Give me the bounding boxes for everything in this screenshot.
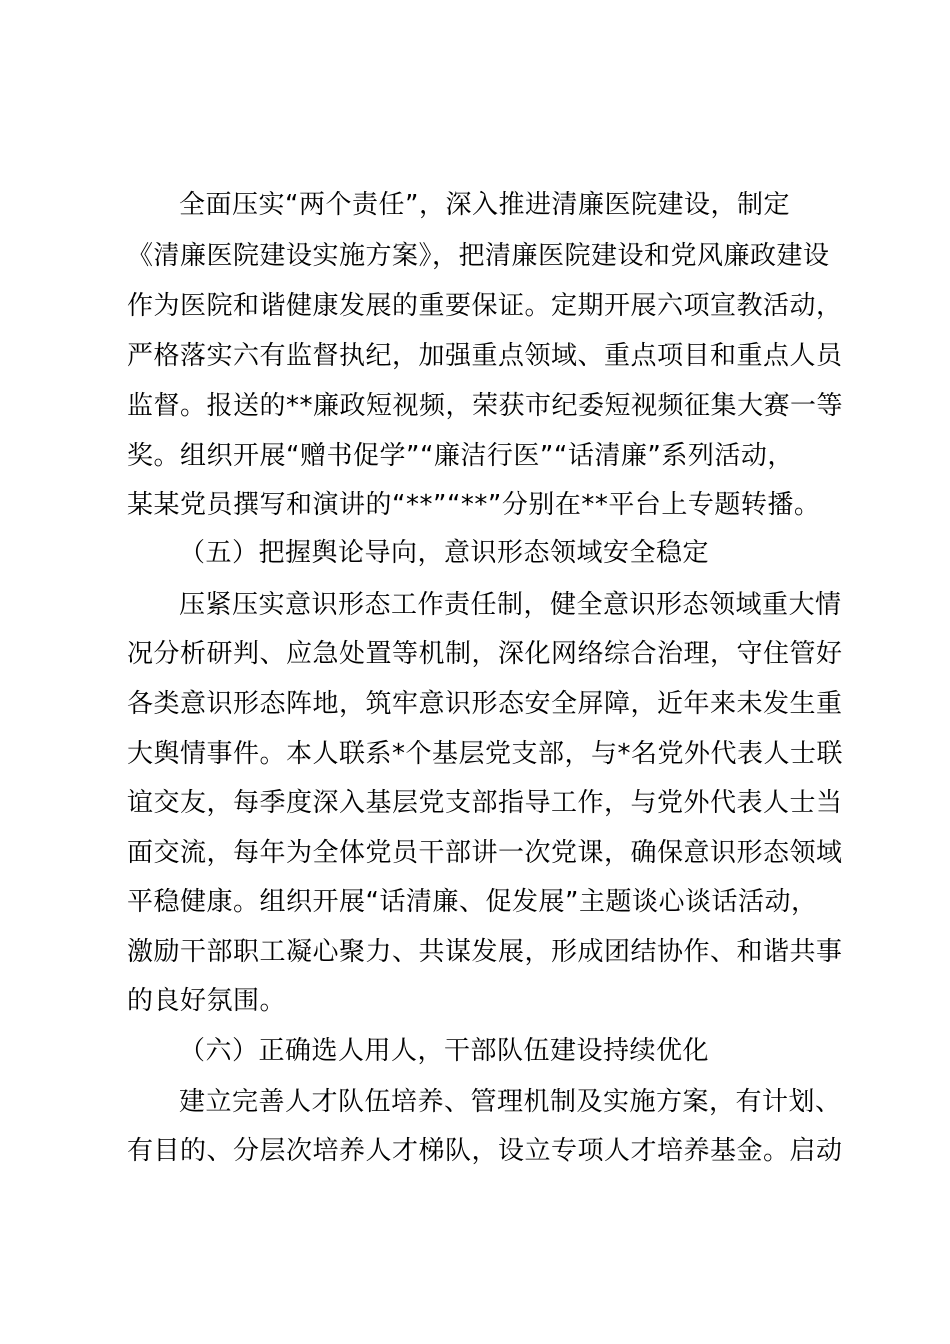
paragraph-2-line-7: 平稳健康。组织开展“话清廉、促发展”主题谈心谈话活动， bbox=[127, 887, 818, 917]
paragraph-2-line-1: 压紧压实意识形态工作责任制，健全意识形态领域重大情 bbox=[179, 590, 842, 620]
paragraph-1-line-2: 《清廉医院建设实施方案》，把清廉医院建设和党风廉政建设 bbox=[127, 241, 830, 271]
paragraph-1-line-5: 监督。报送的**廉政短视频，荣获市纪委短视频征集大赛一等 bbox=[127, 391, 844, 421]
paragraph-1-line-4: 严格落实六有监督执纪，加强重点领域、重点项目和重点人员 bbox=[127, 341, 843, 371]
section-heading-6: （六）正确选人用人，干部队伍建设持续优化 bbox=[179, 1036, 710, 1066]
paragraph-1-line-6: 奖。组织开展“赠书促学”“廉洁行医”“话清廉”系列活动， bbox=[127, 441, 794, 471]
paragraph-2-line-9: 的良好氛围。 bbox=[127, 986, 287, 1016]
paragraph-2-line-6: 面交流，每年为全体党员干部讲一次党课，确保意识形态领域 bbox=[127, 838, 843, 868]
paragraph-2-line-2: 况分析研判、应急处置等机制，深化网络综合治理，守住管好 bbox=[127, 639, 843, 669]
section-heading-5: （五）把握舆论导向，意识形态领域安全稳定 bbox=[179, 538, 710, 568]
paragraph-2-line-5: 谊交友，每季度深入基层党支部指导工作，与党外代表人士当 bbox=[127, 788, 843, 818]
paragraph-1-line-3: 作为医院和谐健康发展的重要保证。定期开展六项宣教活动， bbox=[127, 291, 843, 321]
paragraph-3-line-1: 建立完善人才队伍培养、管理机制及实施方案，有计划、 bbox=[179, 1087, 842, 1117]
paragraph-2-line-3: 各类意识形态阵地，筑牢意识形态安全屏障，近年来未发生重 bbox=[127, 689, 843, 719]
paragraph-1-line-1: 全面压实“两个责任”，深入推进清廉医院建设，制定 bbox=[179, 190, 790, 220]
paragraph-2-line-8: 激励干部职工凝心聚力、共谋发展，形成团结协作、和谐共事 bbox=[127, 937, 843, 967]
paragraph-2-line-4: 大舆情事件。本人联系*个基层党支部，与*名党外代表人士联 bbox=[127, 739, 844, 769]
paragraph-1-line-7: 某某党员撰写和演讲的“**”“**”分别在**平台上专题转播。 bbox=[127, 490, 821, 520]
paragraph-3-line-2: 有目的、分层次培养人才梯队，设立专项人才培养基金。启动 bbox=[127, 1136, 843, 1166]
